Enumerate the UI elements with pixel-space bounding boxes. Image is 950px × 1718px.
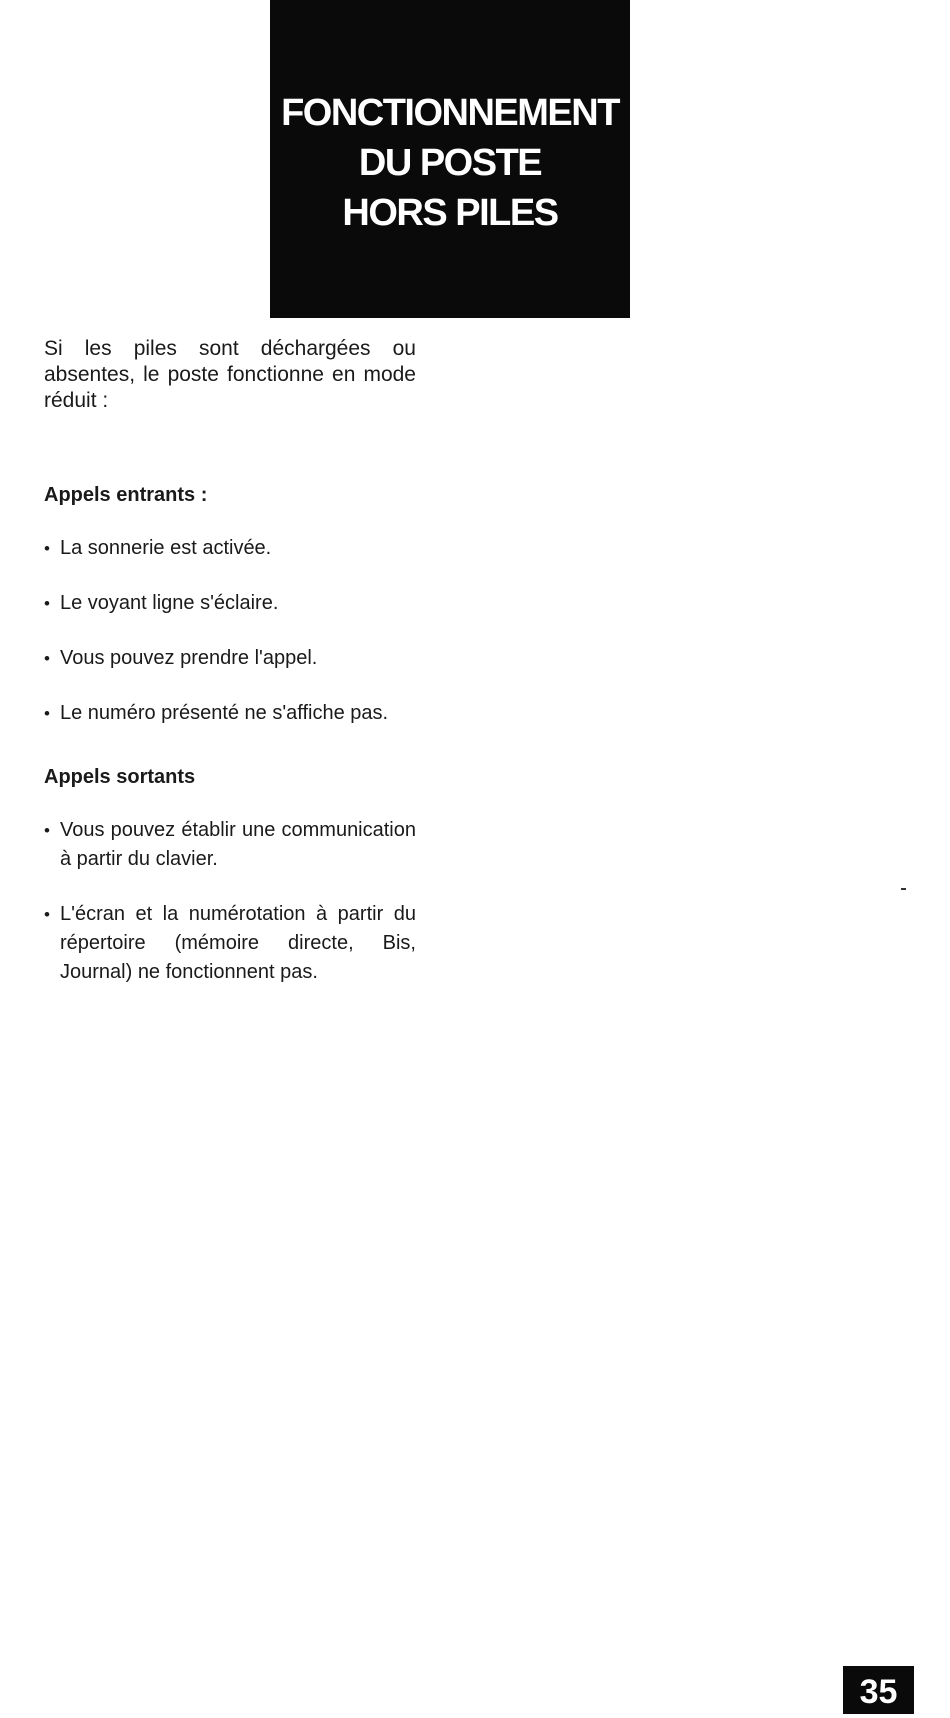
bullet-icon: •	[44, 905, 50, 924]
outgoing-calls-list	[44, 816, 416, 987]
list-item	[44, 816, 416, 874]
page-content	[44, 336, 416, 987]
scan-mark	[901, 888, 906, 890]
chapter-title-line-2: DU POSTE	[358, 142, 542, 184]
bullet-icon: •	[44, 539, 50, 558]
chapter-title-line-1: FONCTIONNEMENT	[281, 92, 619, 134]
bullet-icon: •	[44, 704, 50, 723]
chapter-title-block	[270, 0, 630, 318]
list-item-text: Le voyant ligne s'éclaire.	[60, 592, 279, 614]
incoming-calls-heading: Appels entrants :	[44, 484, 208, 506]
list-item-text: Le numéro présenté ne s'affiche pas.	[60, 702, 389, 724]
intro-paragraph: Si les piles sont déchargées ou absentes, le poste fonctionne en mode réduit :	[44, 337, 416, 412]
list-item-text: Vous pouvez établir une communication à partir du clavier.	[60, 819, 416, 870]
bullet-icon: •	[44, 594, 50, 613]
bullet-icon: •	[44, 821, 50, 840]
list-item-text: Vous pouvez prendre l'appel.	[60, 647, 318, 669]
list-item	[44, 699, 416, 728]
bullet-icon: •	[44, 649, 50, 668]
page-number-badge: 35	[843, 1666, 914, 1714]
list-item-text: L'écran et la numérotation à partir du répertoire (mémoire directe, Bis, Journal) ne fonctionnent pas.	[60, 903, 416, 983]
list-item	[44, 589, 416, 618]
chapter-title-line-3: HORS PILES	[342, 192, 558, 234]
outgoing-calls-heading: Appels sortants	[44, 766, 196, 788]
incoming-calls-list	[44, 534, 416, 728]
list-item	[44, 534, 416, 563]
list-item-text: La sonnerie est activée.	[60, 537, 272, 559]
list-item	[44, 644, 416, 673]
list-item	[44, 900, 416, 987]
